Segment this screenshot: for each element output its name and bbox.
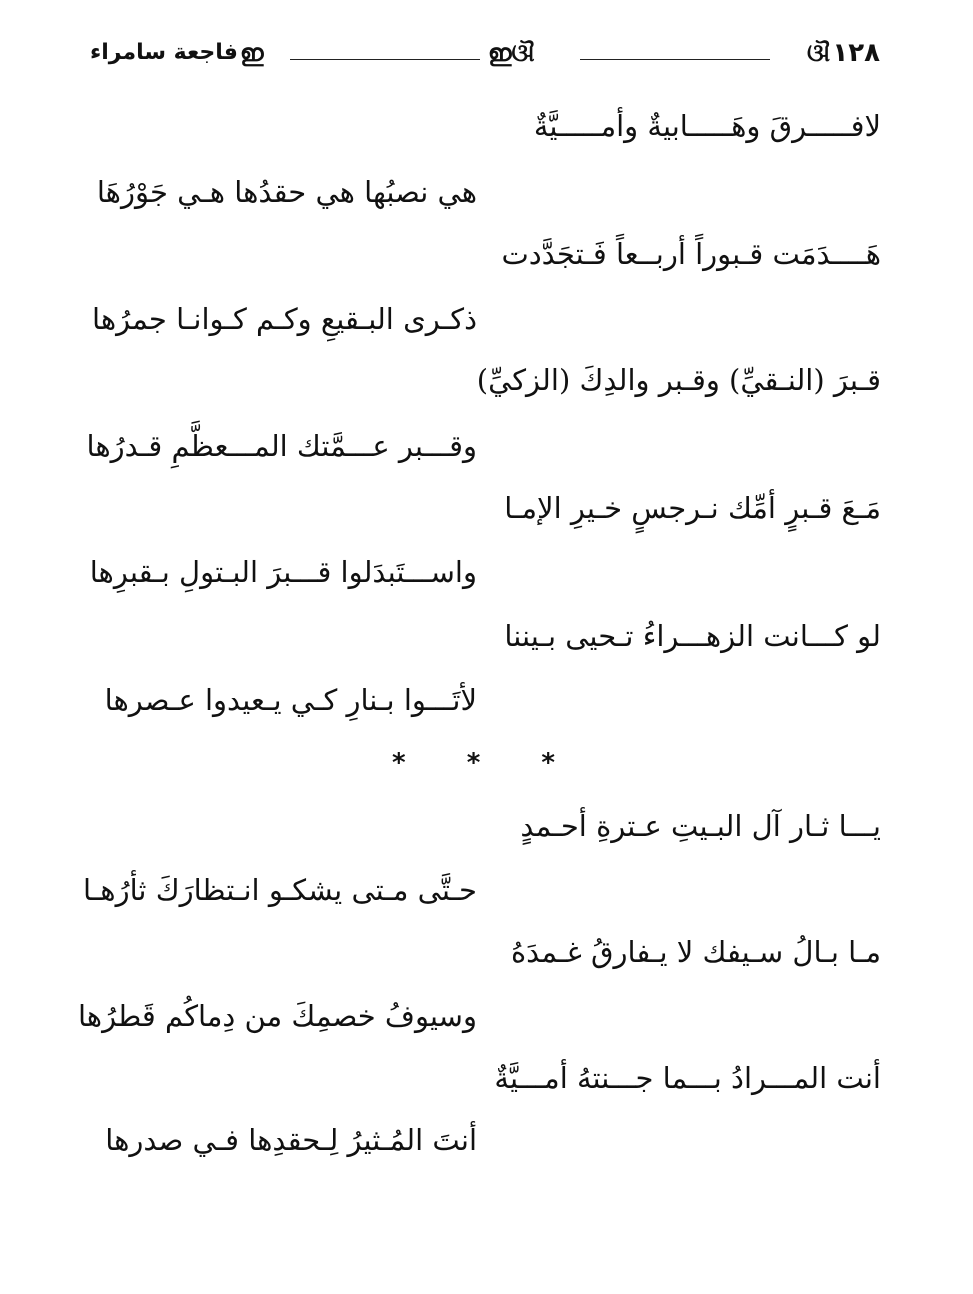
ornament-left-icon: ഇ — [240, 38, 264, 67]
verse-line: لو كـــانت الزهـــراءُ تـحيى بـيننا — [504, 619, 881, 653]
verse-line: وقـــبر عـــمَّتك المـــعظَّمِ قـدرُها — [86, 429, 477, 463]
verse-line: وسيوفُ خصمِكَ من دِماكُم قَطرُها — [77, 999, 477, 1033]
ornament-right-icon: ଔ — [806, 38, 830, 67]
verse-line: قـبرَ (النـقيِّ) وقـبر والدِكَ (الزكيِّ) — [476, 363, 881, 397]
page-number: ١٢٨ — [832, 38, 880, 68]
header-rule-left — [290, 59, 480, 60]
header-rule-right — [580, 59, 770, 60]
verse-line: واســـتَبدَلوا قـــبرَ البـتولِ بـقبرِها — [89, 555, 477, 589]
verse-line: هَــــدَمَت قـبوراً أربــعاً فَـتجَدَّدت — [501, 237, 881, 271]
verse-line: مَـعَ قـبرٍ أمِّك نـرجسٍ خـيرِ الإمـا — [504, 491, 881, 525]
verse-line: حـتَّى مـتى يشكـو انـتظارَكَ ثأرُهـا — [82, 873, 477, 907]
verse-line: هي نصبُها هي حقدُها هـي جَوْرُهَا — [96, 175, 477, 209]
stanza-separator: * * * — [392, 748, 581, 778]
book-title: فاجعة سامراء — [90, 40, 238, 65]
verse-line: أنتَ المُـثيرُ لِـحقدِها فـي صدرها — [105, 1123, 477, 1157]
ornament-center-icon: ഇଔ — [488, 38, 535, 67]
page-header — [90, 38, 880, 82]
verse-line: ذكـرى البـقيعِ وكـم كـوانـا جمرُها — [92, 302, 477, 336]
verse-line: مـا بـالُ سـيفك لا يـفارقُ غـمدَهُ — [510, 935, 881, 969]
verse-line: لافـــــرقَ وهَـــــابيةٌ وأمـــــيَّةٌ — [533, 109, 881, 143]
verse-line: أنت المـــرادُ بـــما جـــنتهُ أمـــيَّةٌ — [494, 1061, 881, 1095]
verse-line: يـــا ثـار آل البـيتِ عـترةِ أحـمدٍ — [520, 809, 881, 843]
verse-line: لأتَـــوا بـنارِ كـي يـعيدوا عـصرها — [104, 683, 477, 717]
